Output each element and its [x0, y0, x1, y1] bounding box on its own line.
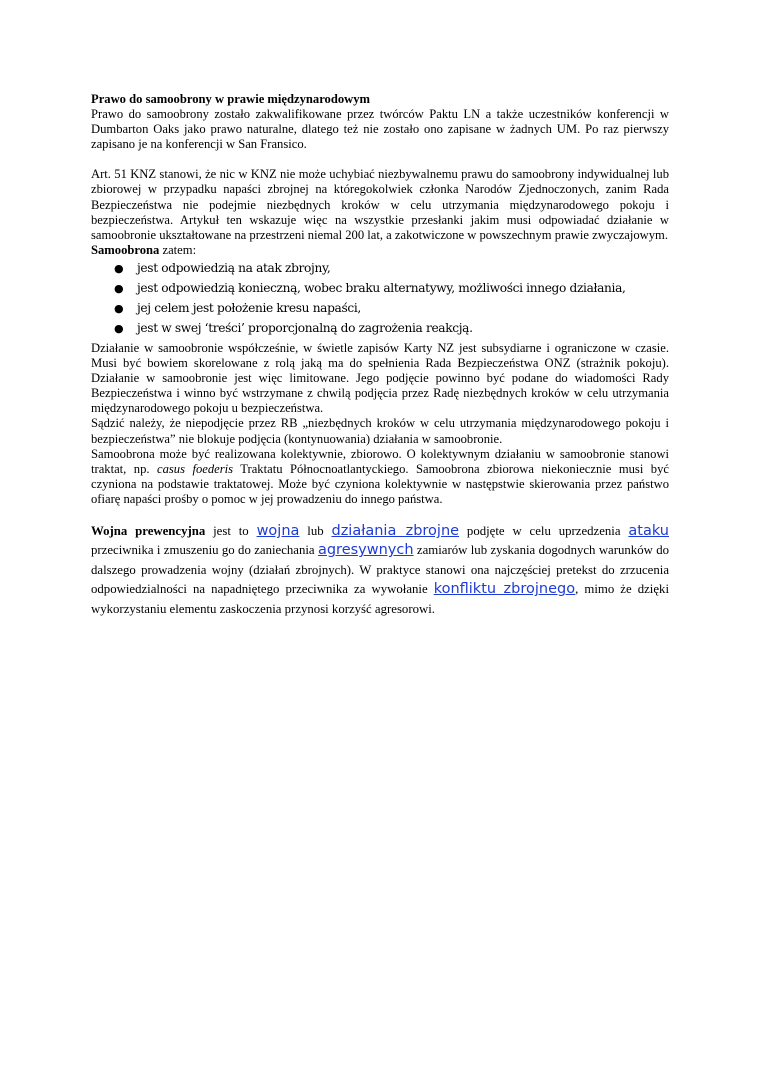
condition-list — [91, 261, 669, 336]
list-item-text: jest w swej ‘treści’ proporcjonalną do zagrożenia reakcją. — [137, 320, 473, 335]
text-run: , mimo że dzięki wykorzystaniu elementu zaskoczenia przynosi korzyść agresorowi. — [91, 582, 670, 616]
collective-text-b: Traktatu Północnoatlantyckiego. Samoobrona zbiorowa niekoniecznie musi być czyniona na podstawie traktatowej. Może być czyniona kolektywnie w następstwie skierowania przez państwo ofiarę napaści prośby o pomoc w jej prowadzeniu do innego państwa. — [91, 461, 669, 506]
list-item-text: jej celem jest położenie kresu napaści, — [137, 300, 361, 315]
paragraph-preventive-war — [91, 522, 669, 620]
list-item-text: jest odpowiedzią na atak zbrojny, — [137, 260, 331, 275]
list-item — [91, 261, 669, 276]
paragraph-subsidiarity: Działanie w samoobronie współcześnie, w świetle zapisów Karty NZ jest subsydiarne i ograniczone w czasie. Musi być bowiem skorelowane z rolą jaką ma do spełnienia Rada Bezpieczeństwa ONZ (strażnik pokoju). Działanie w samoobronie jest więc limitowane. Jego podjęcie powinno być podane do wiadomości Rady Bezpieczeństwa i winno być wstrzymane z chwilą podjęcia przez Radę niezbędnych kroków w celu utrzymania międzynarodowego pokoju u bezpieczeństwa. — [91, 340, 669, 416]
bullet-icon: ● — [114, 301, 124, 315]
link-konfliktu-zbrojnego[interactable]: konfliktu zbrojnego — [433, 581, 576, 598]
paragraph-intro: Prawo do samoobrony zostało zakwalifikowane przez twórców Paktu LN a także uczestników konferencji w Dumbarton Oaks jako prawo naturalne, dlatego też nie zostało ono zapisane w żadnych UM. Po raz pierwszy zapisano je na konferencji w San Fransico. — [91, 107, 669, 152]
preventive-war-term: Wojna prewencyjna — [91, 523, 206, 538]
document-body — [91, 92, 669, 619]
text-run: zamiarów lub zyskania dogodnych warunków do dalszego prowadzenia wojny (działań zbrojnych). W praktyce stanowi ona najczęściej pretekst do zrzucenia odpowiedzialności na napadniętego przeciwnika za wywołanie — [91, 543, 669, 597]
link-dzialania-zbrojne[interactable]: działania zbrojne — [331, 522, 460, 539]
link-agresywnych[interactable]: agresywnych — [317, 542, 414, 559]
paragraph-rb-steps: Sądzić należy, że niepodjęcie przez RB „niezbędnych kroków w celu utrzymania międzynarodowego pokoju i bezpieczeństwa” nie blokuje podjęcia (kontynuowania) działania w samoobronie. — [91, 416, 669, 446]
paragraph-samoobrona-lead — [91, 243, 669, 258]
list-item-text: jest odpowiedzią konieczną, wobec braku alternatywy, możliwości innego działania, — [137, 280, 626, 295]
text-run: przeciwnika i zmuszeniu go do zaniechania — [91, 543, 318, 558]
samoobrona-lead-rest: zatem: — [159, 242, 197, 257]
link-wojna[interactable]: wojna — [256, 522, 300, 539]
samoobrona-bold: Samoobrona — [91, 242, 160, 257]
paragraph-gap — [91, 152, 669, 167]
collective-text-a: Samoobrona może być realizowana kolektywnie, zbiorowo. O kolektywnym działaniu w samoobronie stanowi traktat, np. — [91, 446, 669, 476]
text-run: jest to — [205, 523, 257, 538]
bullet-icon: ● — [114, 281, 124, 295]
paragraph-art51: Art. 51 KNZ stanowi, że nic w KNZ nie może uchybiać niezbywalnemu prawu do samoobrony indywidualnej lub zbiorowej w przypadku napaści zbrojnej na któregokolwiek członka Narodów Zjednoczonych, zanim Rada Bezpieczeństwa nie podejmie niezbędnych kroków w celu utrzymania międzynarodowego pokoju i bezpieczeństwa. Artykuł ten wskazuje więc na wszystkie przesłanki jakim musi odpowiadać działanie w samoobronie ukształtowane na przestrzeni niemal 200 lat, a zakotwiczone w powszechnym prawie zwyczajowym. — [91, 167, 669, 242]
paragraph-gap — [91, 507, 669, 522]
text-run: podjęte w celu uprzedzenia — [459, 523, 629, 538]
bullet-icon: ● — [114, 261, 124, 275]
list-item — [91, 321, 669, 336]
link-ataku[interactable]: ataku — [628, 522, 669, 539]
casus-foederis-italic: casus foederis — [157, 461, 234, 476]
list-item — [91, 301, 669, 316]
paragraph-collective — [91, 447, 669, 507]
text-run: lub — [299, 523, 332, 538]
bullet-icon: ● — [114, 321, 124, 335]
section-title: Prawo do samoobrony w prawie międzynarodowym — [91, 92, 371, 106]
list-item — [91, 281, 669, 296]
